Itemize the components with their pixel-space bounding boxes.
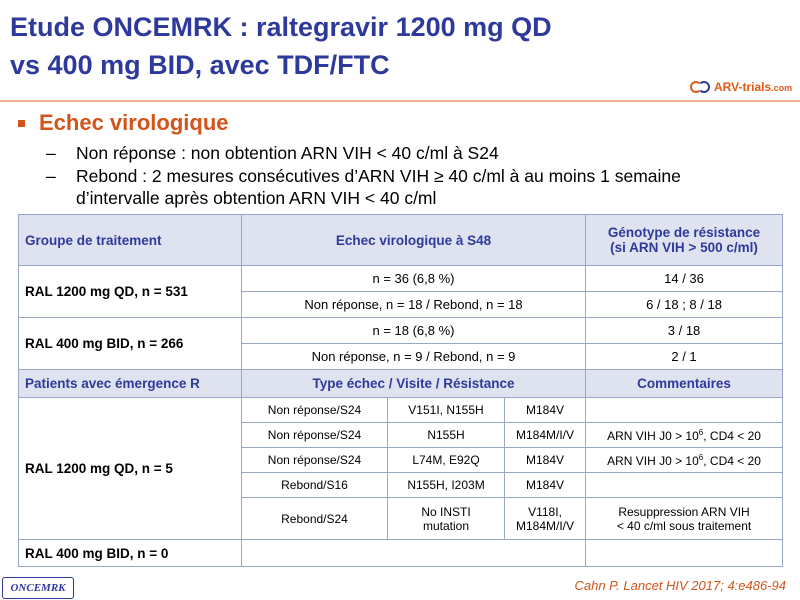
title-line-2: vs 400 mg BID, avec TDF/FTC — [10, 50, 390, 80]
cell-empty — [586, 540, 783, 567]
dash-icon: – — [46, 166, 56, 186]
cell-type: Rebond/S16 — [242, 473, 388, 498]
header-type-echec: Type échec / Visite / Résistance — [242, 370, 586, 398]
group-ral-1200-patients: RAL 1200 mg QD, n = 5 — [19, 398, 242, 540]
slide-title — [10, 8, 680, 84]
cell-genotype: 14 / 36 — [586, 266, 783, 292]
square-bullet-icon — [18, 120, 25, 127]
cell-empty — [242, 540, 586, 567]
cell-type: Rebond/S24 — [242, 498, 388, 540]
header-genotype — [586, 215, 783, 266]
sub-bullet-rebond — [46, 165, 681, 209]
bullet-main-label: Echec virologique — [39, 110, 229, 135]
header-commentaires: Commentaires — [586, 370, 783, 398]
header-genotype-line-2: (si ARN VIH > 500 c/ml) — [610, 240, 758, 255]
arv-trials-logo — [690, 78, 792, 96]
cell-echec-detail: Non réponse, n = 9 / Rebond, n = 9 — [242, 344, 586, 370]
cell-comment: ARN VIH $J0 > 10^6$, CD4 < 20 — [586, 448, 783, 473]
cell-insti: V151I, N155H — [388, 398, 505, 423]
cell-echec: n = 36 (6,8 %) — [242, 266, 586, 292]
cell-comment: ARN VIH $J0 > 10^6$, CD4 < 20 — [586, 423, 783, 448]
cell-genotype-detail: 2 / 1 — [586, 344, 783, 370]
sub-bullet-text-line-1: Rebond : 2 mesures consécutives d’ARN VIH ≥ 40 c/ml à au moins 1 semaine — [76, 166, 681, 186]
cell-genotype: 3 / 18 — [586, 318, 783, 344]
group-ral-400-patients: RAL 400 mg BID, n = 0 — [19, 540, 242, 567]
header-patients: Patients avec émergence R — [19, 370, 242, 398]
cell-type: Non réponse/S24 — [242, 398, 388, 423]
bullet-echec-virologique — [18, 110, 229, 136]
logo-suffix: .com — [771, 83, 793, 93]
sub-bullet-text-line-2: d’intervalle après obtention ARN VIH < 40 c/ml — [76, 188, 437, 208]
dash-icon: – — [46, 143, 56, 163]
cell-comment: Resuppression ARN VIH < 40 c/ml sous traitement — [586, 498, 783, 540]
sub-bullet-non-reponse — [46, 142, 499, 164]
cell-insti: N155H — [388, 423, 505, 448]
cell-insti: N155H, I203M — [388, 473, 505, 498]
table-row — [19, 266, 783, 292]
header-echec: Echec virologique à S48 — [242, 215, 586, 266]
oncemrk-logo: ONCEMRK — [2, 577, 74, 599]
table-row — [19, 318, 783, 344]
cell-nrti: V118I, M184M/I/V — [505, 498, 586, 540]
cell-echec-detail: Non réponse, n = 18 / Rebond, n = 18 — [242, 292, 586, 318]
arv-trials-logo-icon — [690, 79, 712, 95]
cell-nrti: M184V — [505, 473, 586, 498]
sub-bullet-text: Non réponse : non obtention ARN VIH < 40 c/ml à S24 — [76, 143, 499, 163]
table-header-row — [19, 215, 783, 266]
cell-nrti: M184V — [505, 448, 586, 473]
logo-text: ARV-trials — [714, 80, 772, 94]
cell-nrti: M184V — [505, 398, 586, 423]
title-divider — [0, 100, 800, 102]
header-genotype-line-1: Génotype de résistance — [607, 225, 761, 240]
citation: Cahn P. Lancet HIV 2017; 4:e486-94 — [574, 578, 786, 593]
cell-insti: L74M, E92Q — [388, 448, 505, 473]
cell-comment — [586, 398, 783, 423]
cell-insti: No INSTI mutation — [388, 498, 505, 540]
cell-type: Non réponse/S24 — [242, 448, 388, 473]
cell-echec: n = 18 (6,8 %) — [242, 318, 586, 344]
group-ral-400: RAL 400 mg BID, n = 266 — [19, 318, 242, 370]
cell-genotype-detail: 6 / 18 ; 8 / 18 — [586, 292, 783, 318]
header-groupe: Groupe de traitement — [19, 215, 242, 266]
table-header-row — [19, 370, 783, 398]
cell-nrti: M184M/I/V — [505, 423, 586, 448]
table-row — [19, 540, 783, 567]
title-line-1: Etude ONCEMRK : raltegravir 1200 mg QD — [10, 12, 552, 42]
cell-type: Non réponse/S24 — [242, 423, 388, 448]
results-table — [18, 214, 783, 567]
cell-comment — [586, 473, 783, 498]
group-ral-1200: RAL 1200 mg QD, n = 531 — [19, 266, 242, 318]
table-row — [19, 398, 783, 423]
